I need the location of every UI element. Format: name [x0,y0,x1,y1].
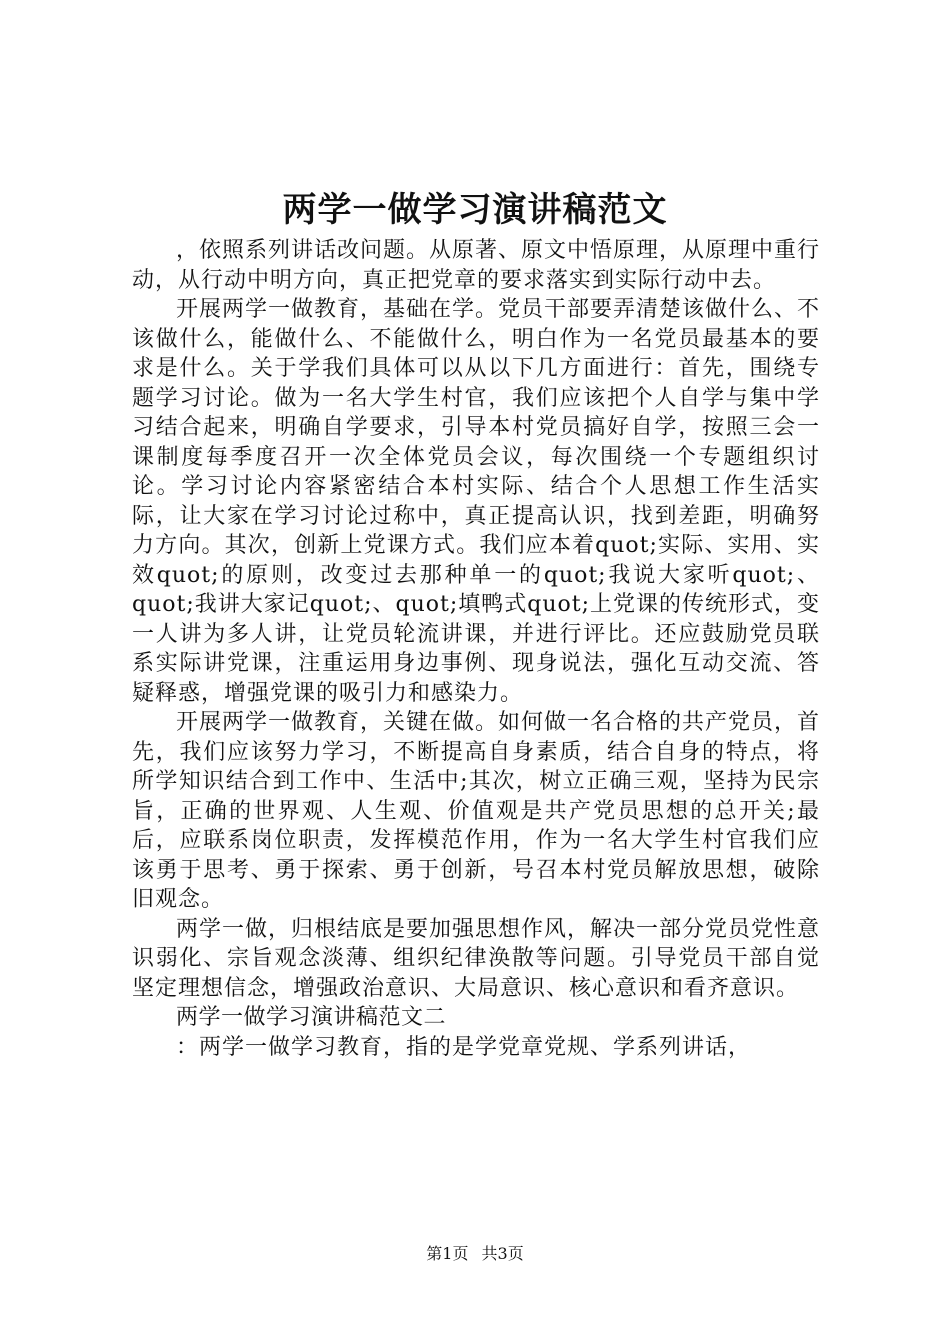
page-footer [0,1243,950,1265]
page-number: 第1页 [426,1244,469,1263]
paragraph-5: ：两学一做学习教育，指的是学党章党规、学系列讲话， [176,1034,752,1060]
section-subheading: 两学一做学习演讲稿范文二 [176,1005,447,1030]
paragraph-4: 两学一做，归根结底是要加强思想作风，解决一部分党员党性意识弱化、宗旨观念淡薄、组织纪律涣散等问题。引导党员干部自觉坚定理想信念，增强政治意识、大局意识、核心意识和看齐意识。 [132,916,821,1001]
document-body [132,236,820,1062]
document-title: 两学一做学习演讲稿范文 [282,190,668,230]
page-total: 共3页 [481,1244,524,1263]
paragraph-2: 开展两学一做教育，基础在学。党员干部要弄清楚该做什么、不该做什么，能做什么、不能做什么，明白作为一名党员最基本的要求是什么。关于学我们具体可以从以下几方面进行：首先，围绕专题学习讨论。做为一名大学生村官，我们应该把个人自学与集中学习结合起来，明确自学要求，引导本村党员搞好自学，按照三会一课制度每季度召开一次全体党员会议，每次围绕一个专题组织讨论。学习讨论内容紧密结合本村实际、结合个人思想工作生活实际，让大家在学习讨论过称中，真正提高认识，找到差距，明确努力方向。其次，创新上党课方式。我们应本着quot;实际、实用、实效quot;的原则，改变过去那种单一的quot;我说大家听quot;、quot;我讲大家记quot;、quot;填鸭式quot;上党课的传统形式，变一人讲为多人讲，让党员轮流讲课，并进行评比。还应鼓励党员联系实际讲党课，注重运用身边事例、现身说法，强化互动交流、答疑释惑，增强党课的吸引力和感染力。 [132,297,821,706]
paragraph-3: 开展两学一做教育，关键在做。如何做一名合格的共产党员，首先，我们应该努力学习，不断提高自身素质，结合自身的特点，将所学知识结合到工作中、生活中;其次，树立正确三观，坚持为民宗旨，正确的世界观、人生观、价值观是共产党员思想的总开关;最后，应联系岗位职责，发挥模范作用，作为一名大学生村官我们应该勇于思考、勇于探索、勇于创新，号召本村党员解放思想，破除旧观念。 [132,710,821,912]
paragraph-1: ，依照系列讲话改问题。从原著、原文中悟原理，从原理中重行动，从行动中明方向，真正把党章的要求落实到实际行动中去。 [132,238,821,293]
